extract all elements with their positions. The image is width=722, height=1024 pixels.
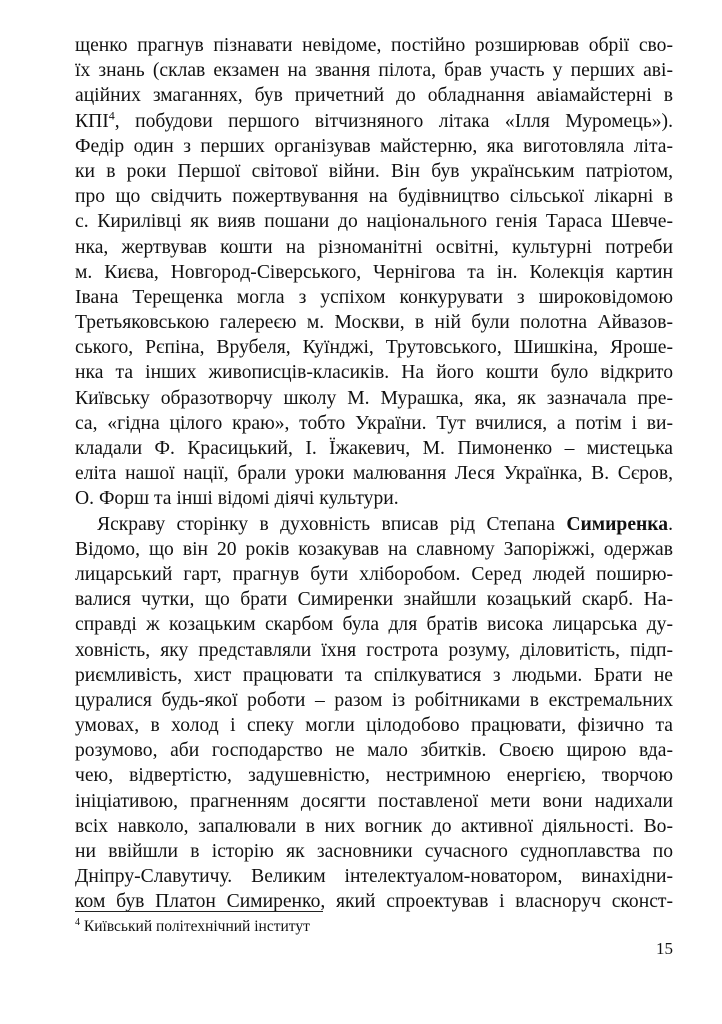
text-line: справді ж козацьким скарбом була для братів висока лицарська ду- — [75, 614, 673, 636]
text-line: кладали Ф. Красицький, І. Їжакевич, М. Пимоненко – мистецька — [75, 438, 673, 459]
text-line: ки в роки Першої світової війни. Він був українським патріотом, — [75, 160, 673, 182]
text-line: розумово, аби господарство не мало збитків. Своєю щирою вда- — [75, 740, 673, 762]
text-line: Івана Терещенка могла з успіхом конкурувати з широковідомою — [75, 286, 673, 308]
text-line: нка, жертвував кошти на різноманітні освітні, культурні потреби — [75, 236, 673, 258]
text-line: ни ввійшли в історію як засновники сучасного судноплавства по — [75, 841, 673, 862]
text-line: ховність, яку представляли їхня гострота розуму, діловитість, підп- — [75, 639, 673, 661]
text-line: чею, відвертістю, задушевністю, нестримною енергією, творчою — [75, 765, 673, 787]
text-line: лицарський гарт, прагнув бути хліборобом. Серед людей поширю- — [75, 563, 673, 585]
paragraph-1 — [75, 33, 673, 512]
text-line: нка та інших живописців-класиків. На його кошти було відкрито — [75, 362, 673, 384]
text-line — [75, 109, 673, 134]
text-line: Відомо, що він 20 років козакував на славному Запоріжжі, одержав — [75, 538, 673, 560]
text-segment: Яскраву сторінку в духовність вписав рід Степана — [97, 513, 567, 535]
text-line: їх знань (склав екзамен на звання пілота, брав участь у перших аві- — [75, 60, 673, 82]
text-line: с. Кирилівці як вияв пошани до національного генія Тараса Шевче- — [75, 211, 673, 233]
text-line: валися чутки, що брати Симиренки знайшли козацький скарб. На- — [75, 589, 673, 611]
text-line: про що свідчить пожертвування на будівництво сільської лікарні в — [75, 186, 673, 208]
text-line: еліта нашої нації, брали уроки малювання Леся Українка, В. Сєров, — [75, 463, 673, 485]
footnote-text: Київський політехнічний інститут — [80, 918, 310, 935]
bold-surname: Симиренка — [566, 513, 669, 535]
page-number: 15 — [656, 939, 673, 958]
text-line: умовах, в холод і спеку могли цілодобово працювати, фізично та — [75, 715, 673, 737]
footnote-reference: 4 — [108, 108, 115, 123]
text-segment: , побудови першого вітчизняного літака «Ілля Муромець»). — [114, 110, 673, 132]
text-line: О. Форш та інші відомі діячі культури. — [75, 488, 399, 510]
text-line: риємливість, хист працювати та спілкуватися з людьми. Брати не — [75, 664, 673, 686]
footnote-divider — [75, 911, 323, 912]
text-line: Дніпру-Славутичу. Великим інтелектуалом-новатором, винахідни- — [75, 866, 673, 888]
text-line: ком був Платон Симиренко, який спроектував і власноруч сконст- — [75, 891, 673, 913]
text-line: щенко прагнув пізнавати невідоме, постійно розширював обрії сво- — [75, 35, 673, 56]
text-line: Київську образотворчу школу М. Мурашка, яка, як зазначала пре- — [75, 387, 673, 409]
text-line: Третьяковською галереєю м. Москви, в ній були полотна Айвазов- — [75, 312, 673, 334]
text-line: м. Києва, Новгород-Сіверського, Чернігова та ін. Колекція картин — [75, 261, 673, 283]
paragraph-2 — [75, 512, 673, 915]
text-line: всіх навколо, запалювали в них вогник до активної діяльності. Во- — [75, 815, 673, 837]
text-line: са, «гідна цілого краю», тобто України. Тут вчилися, а потім і ви- — [75, 412, 673, 434]
text-segment: . — [668, 513, 673, 535]
text-line — [75, 512, 673, 537]
footnote-marker: 4 — [75, 916, 80, 928]
text-line: ського, Рєпіна, Врубеля, Куїнджі, Трутовського, Шишкіна, Ярoше- — [75, 337, 673, 359]
body-text — [75, 33, 673, 915]
text-line: ініціативою, прагненням досягти поставленої мети вони надихали — [75, 790, 673, 812]
text-line: аційних змаганнях, був причетний до обладнання авіамайстерні в — [75, 85, 673, 107]
footnote — [75, 918, 310, 936]
text-line: цуралися будь-якої роботи – разом із робітниками в екстремальних — [75, 689, 673, 711]
text-segment: КПІ — [75, 110, 109, 132]
text-line: Федір один з перших організував майстерню, яка виготовляла літа- — [75, 135, 673, 157]
